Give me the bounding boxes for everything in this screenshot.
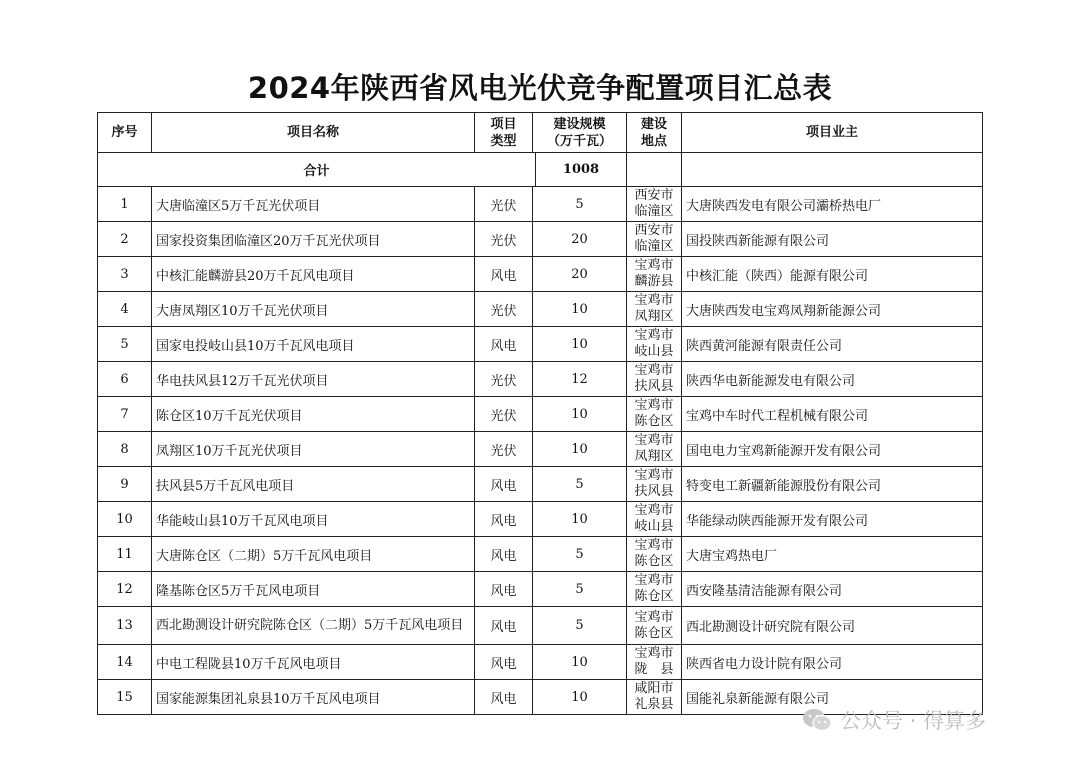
cell-owner: 国投陕西新能源有限公司 — [682, 222, 983, 257]
cell-location — [627, 680, 682, 715]
page-title: 2024年陕西省风电光伏竞争配置项目汇总表 — [247, 71, 833, 105]
location-city: 西安市 — [634, 223, 674, 238]
header-name: 项目名称 — [152, 113, 475, 153]
location-city: 宝鸡市 — [634, 468, 674, 483]
cell-owner: 西北勘测设计研究院有限公司 — [682, 607, 983, 645]
cell-location — [627, 397, 682, 432]
table-row — [98, 187, 983, 222]
cell-location — [627, 572, 682, 607]
location-district: 礼泉县 — [634, 697, 674, 712]
cell-project-name: 华电扶风县12万千瓦光伏项目 — [152, 362, 475, 397]
cell-owner: 宝鸡中车时代工程机械有限公司 — [682, 397, 983, 432]
cell-seq: 1 — [98, 187, 152, 222]
header-owner: 项目业主 — [682, 113, 983, 153]
cell-project-name: 中核汇能麟游县20万千瓦风电项目 — [152, 257, 475, 292]
cell-type: 光伏 — [475, 222, 533, 257]
total-value: 1008 — [562, 162, 600, 177]
cell-project-name: 国家能源集团礼泉县10万千瓦风电项目 — [152, 680, 475, 715]
total-label: 合计 — [98, 153, 536, 186]
location-city: 宝鸡市 — [634, 293, 674, 308]
cell-owner: 陕西黄河能源有限责任公司 — [682, 327, 983, 362]
cell-scale: 5 — [533, 572, 627, 607]
table-row — [98, 397, 983, 432]
header-loc-line2: 地点 — [640, 133, 667, 149]
cell-project-name: 大唐陈仓区（二期）5万千瓦风电项目 — [152, 537, 475, 572]
total-empty-owner — [682, 153, 983, 187]
header-scale-line1: 建设规模 — [553, 116, 606, 132]
location-city: 宝鸡市 — [634, 646, 674, 661]
cell-location — [627, 222, 682, 257]
cell-type: 光伏 — [475, 292, 533, 327]
watermark-text: 公众号 · 得算多 — [840, 709, 987, 733]
cell-project-name: 大唐临潼区5万千瓦光伏项目 — [152, 187, 475, 222]
cell-owner: 陕西省电力设计院有限公司 — [682, 645, 983, 680]
location-district: 岐山县 — [634, 344, 674, 359]
cell-location — [627, 257, 682, 292]
cell-owner: 西安隆基清洁能源有限公司 — [682, 572, 983, 607]
location-city: 宝鸡市 — [634, 538, 674, 553]
location-district: 岐山县 — [634, 519, 674, 534]
header-location — [627, 113, 682, 153]
cell-seq: 15 — [98, 680, 152, 715]
cell-location — [627, 537, 682, 572]
cell-location — [627, 292, 682, 327]
cell-seq: 9 — [98, 467, 152, 502]
table-row — [98, 327, 983, 362]
location-district: 临潼区 — [634, 239, 674, 254]
cell-seq: 6 — [98, 362, 152, 397]
cell-scale: 10 — [533, 502, 627, 537]
cell-scale: 5 — [533, 537, 627, 572]
cell-project-name: 大唐凤翔区10万千瓦光伏项目 — [152, 292, 475, 327]
cell-owner: 国电电力宝鸡新能源开发有限公司 — [682, 432, 983, 467]
total-empty-loc — [627, 153, 682, 187]
cell-scale: 12 — [533, 362, 627, 397]
cell-owner: 大唐陕西发电宝鸡凤翔新能源公司 — [682, 292, 983, 327]
location-district: 陈仓区 — [634, 414, 674, 429]
location-city: 宝鸡市 — [634, 363, 674, 378]
cell-project-name: 隆基陈仓区5万千瓦风电项目 — [152, 572, 475, 607]
cell-scale: 10 — [533, 680, 627, 715]
location-district: 凤翔区 — [634, 449, 674, 464]
location-city: 咸阳市 — [634, 681, 674, 696]
location-district: 陈仓区 — [634, 554, 674, 569]
cell-scale: 10 — [533, 327, 627, 362]
table-row — [98, 572, 983, 607]
cell-owner: 大唐宝鸡热电厂 — [682, 537, 983, 572]
cell-location — [627, 502, 682, 537]
cell-seq: 8 — [98, 432, 152, 467]
summary-table — [97, 112, 983, 715]
table-row — [98, 257, 983, 292]
cell-scale: 5 — [533, 467, 627, 502]
cell-type: 风电 — [475, 467, 533, 502]
cell-project-name: 扶风县5万千瓦风电项目 — [152, 467, 475, 502]
cell-owner: 大唐陕西发电有限公司灞桥热电厂 — [682, 187, 983, 222]
cell-type: 风电 — [475, 257, 533, 292]
cell-seq: 3 — [98, 257, 152, 292]
cell-scale: 20 — [533, 222, 627, 257]
cell-owner: 陕西华电新能源发电有限公司 — [682, 362, 983, 397]
cell-scale: 10 — [533, 432, 627, 467]
cell-type: 风电 — [475, 537, 533, 572]
table-row — [98, 607, 983, 645]
total-row — [98, 153, 983, 187]
cell-type: 光伏 — [475, 362, 533, 397]
cell-project-name: 国家电投岐山县10万千瓦风电项目 — [152, 327, 475, 362]
header-type — [475, 113, 533, 153]
cell-seq: 13 — [98, 607, 152, 645]
header-scale — [533, 113, 627, 153]
cell-seq: 14 — [98, 645, 152, 680]
location-district: 陈仓区 — [634, 625, 674, 641]
location-district: 陈仓区 — [634, 589, 674, 604]
cell-scale: 10 — [533, 292, 627, 327]
location-district: 凤翔区 — [634, 309, 674, 324]
cell-seq: 5 — [98, 327, 152, 362]
table-row — [98, 537, 983, 572]
cell-location — [627, 432, 682, 467]
cell-seq: 11 — [98, 537, 152, 572]
cell-type: 风电 — [475, 607, 533, 645]
location-district: 陇 县 — [634, 662, 674, 677]
table-row — [98, 432, 983, 467]
cell-seq: 4 — [98, 292, 152, 327]
location-district: 临潼区 — [634, 204, 674, 219]
header-type-line2: 类型 — [490, 133, 517, 149]
cell-location — [627, 187, 682, 222]
cell-owner: 特变电工新疆新能源股份有限公司 — [682, 467, 983, 502]
location-district: 扶风县 — [634, 379, 674, 394]
cell-project-name: 华能岐山县10万千瓦风电项目 — [152, 502, 475, 537]
table-row — [98, 362, 983, 397]
cell-seq: 7 — [98, 397, 152, 432]
location-city: 宝鸡市 — [634, 433, 674, 448]
cell-type: 光伏 — [475, 187, 533, 222]
cell-project-name: 国家投资集团临潼区20万千瓦光伏项目 — [152, 222, 475, 257]
location-city: 宝鸡市 — [634, 503, 674, 518]
location-city: 宝鸡市 — [634, 398, 674, 413]
cell-seq: 2 — [98, 222, 152, 257]
table-header-row — [98, 113, 983, 153]
cell-location — [627, 607, 682, 645]
cell-seq: 10 — [98, 502, 152, 537]
table-row — [98, 502, 983, 537]
cell-project-name: 凤翔区10万千瓦光伏项目 — [152, 432, 475, 467]
location-city: 西安市 — [634, 188, 674, 203]
location-district: 扶风县 — [634, 484, 674, 499]
cell-location — [627, 362, 682, 397]
cell-type: 风电 — [475, 327, 533, 362]
cell-seq: 12 — [98, 572, 152, 607]
wechat-icon — [802, 707, 832, 733]
cell-type: 光伏 — [475, 432, 533, 467]
header-seq: 序号 — [98, 113, 152, 153]
header-scale-line2: （万千瓦） — [546, 133, 612, 149]
cell-scale: 5 — [533, 187, 627, 222]
cell-scale: 20 — [533, 257, 627, 292]
cell-location — [627, 467, 682, 502]
cell-scale: 10 — [533, 397, 627, 432]
cell-type: 风电 — [475, 680, 533, 715]
location-city: 宝鸡市 — [634, 609, 674, 625]
header-type-line1: 项目 — [490, 116, 517, 132]
cell-type: 风电 — [475, 645, 533, 680]
cell-type: 风电 — [475, 502, 533, 537]
location-district: 麟游县 — [634, 274, 674, 289]
header-loc-line1: 建设 — [640, 116, 667, 132]
cell-owner: 华能绿动陕西能源开发有限公司 — [682, 502, 983, 537]
cell-type: 风电 — [475, 572, 533, 607]
watermark — [802, 705, 986, 735]
cell-owner: 国能礼泉新能源有限公司 — [682, 680, 983, 715]
cell-location — [627, 645, 682, 680]
cell-type: 光伏 — [475, 397, 533, 432]
cell-scale: 10 — [533, 645, 627, 680]
cell-project-name: 陈仓区10万千瓦光伏项目 — [152, 397, 475, 432]
location-city: 宝鸡市 — [634, 328, 674, 343]
table-row — [98, 645, 983, 680]
cell-location — [627, 327, 682, 362]
cell-project-name: 西北勘测设计研究院陈仓区（二期）5万千瓦风电项目 — [152, 607, 475, 645]
cell-project-name: 中电工程陇县10万千瓦风电项目 — [152, 645, 475, 680]
table-row — [98, 222, 983, 257]
table-row — [98, 292, 983, 327]
table-row — [98, 467, 983, 502]
cell-scale: 5 — [533, 607, 627, 645]
location-city: 宝鸡市 — [634, 573, 674, 588]
cell-owner: 中核汇能（陕西）能源有限公司 — [682, 257, 983, 292]
location-city: 宝鸡市 — [634, 258, 674, 273]
